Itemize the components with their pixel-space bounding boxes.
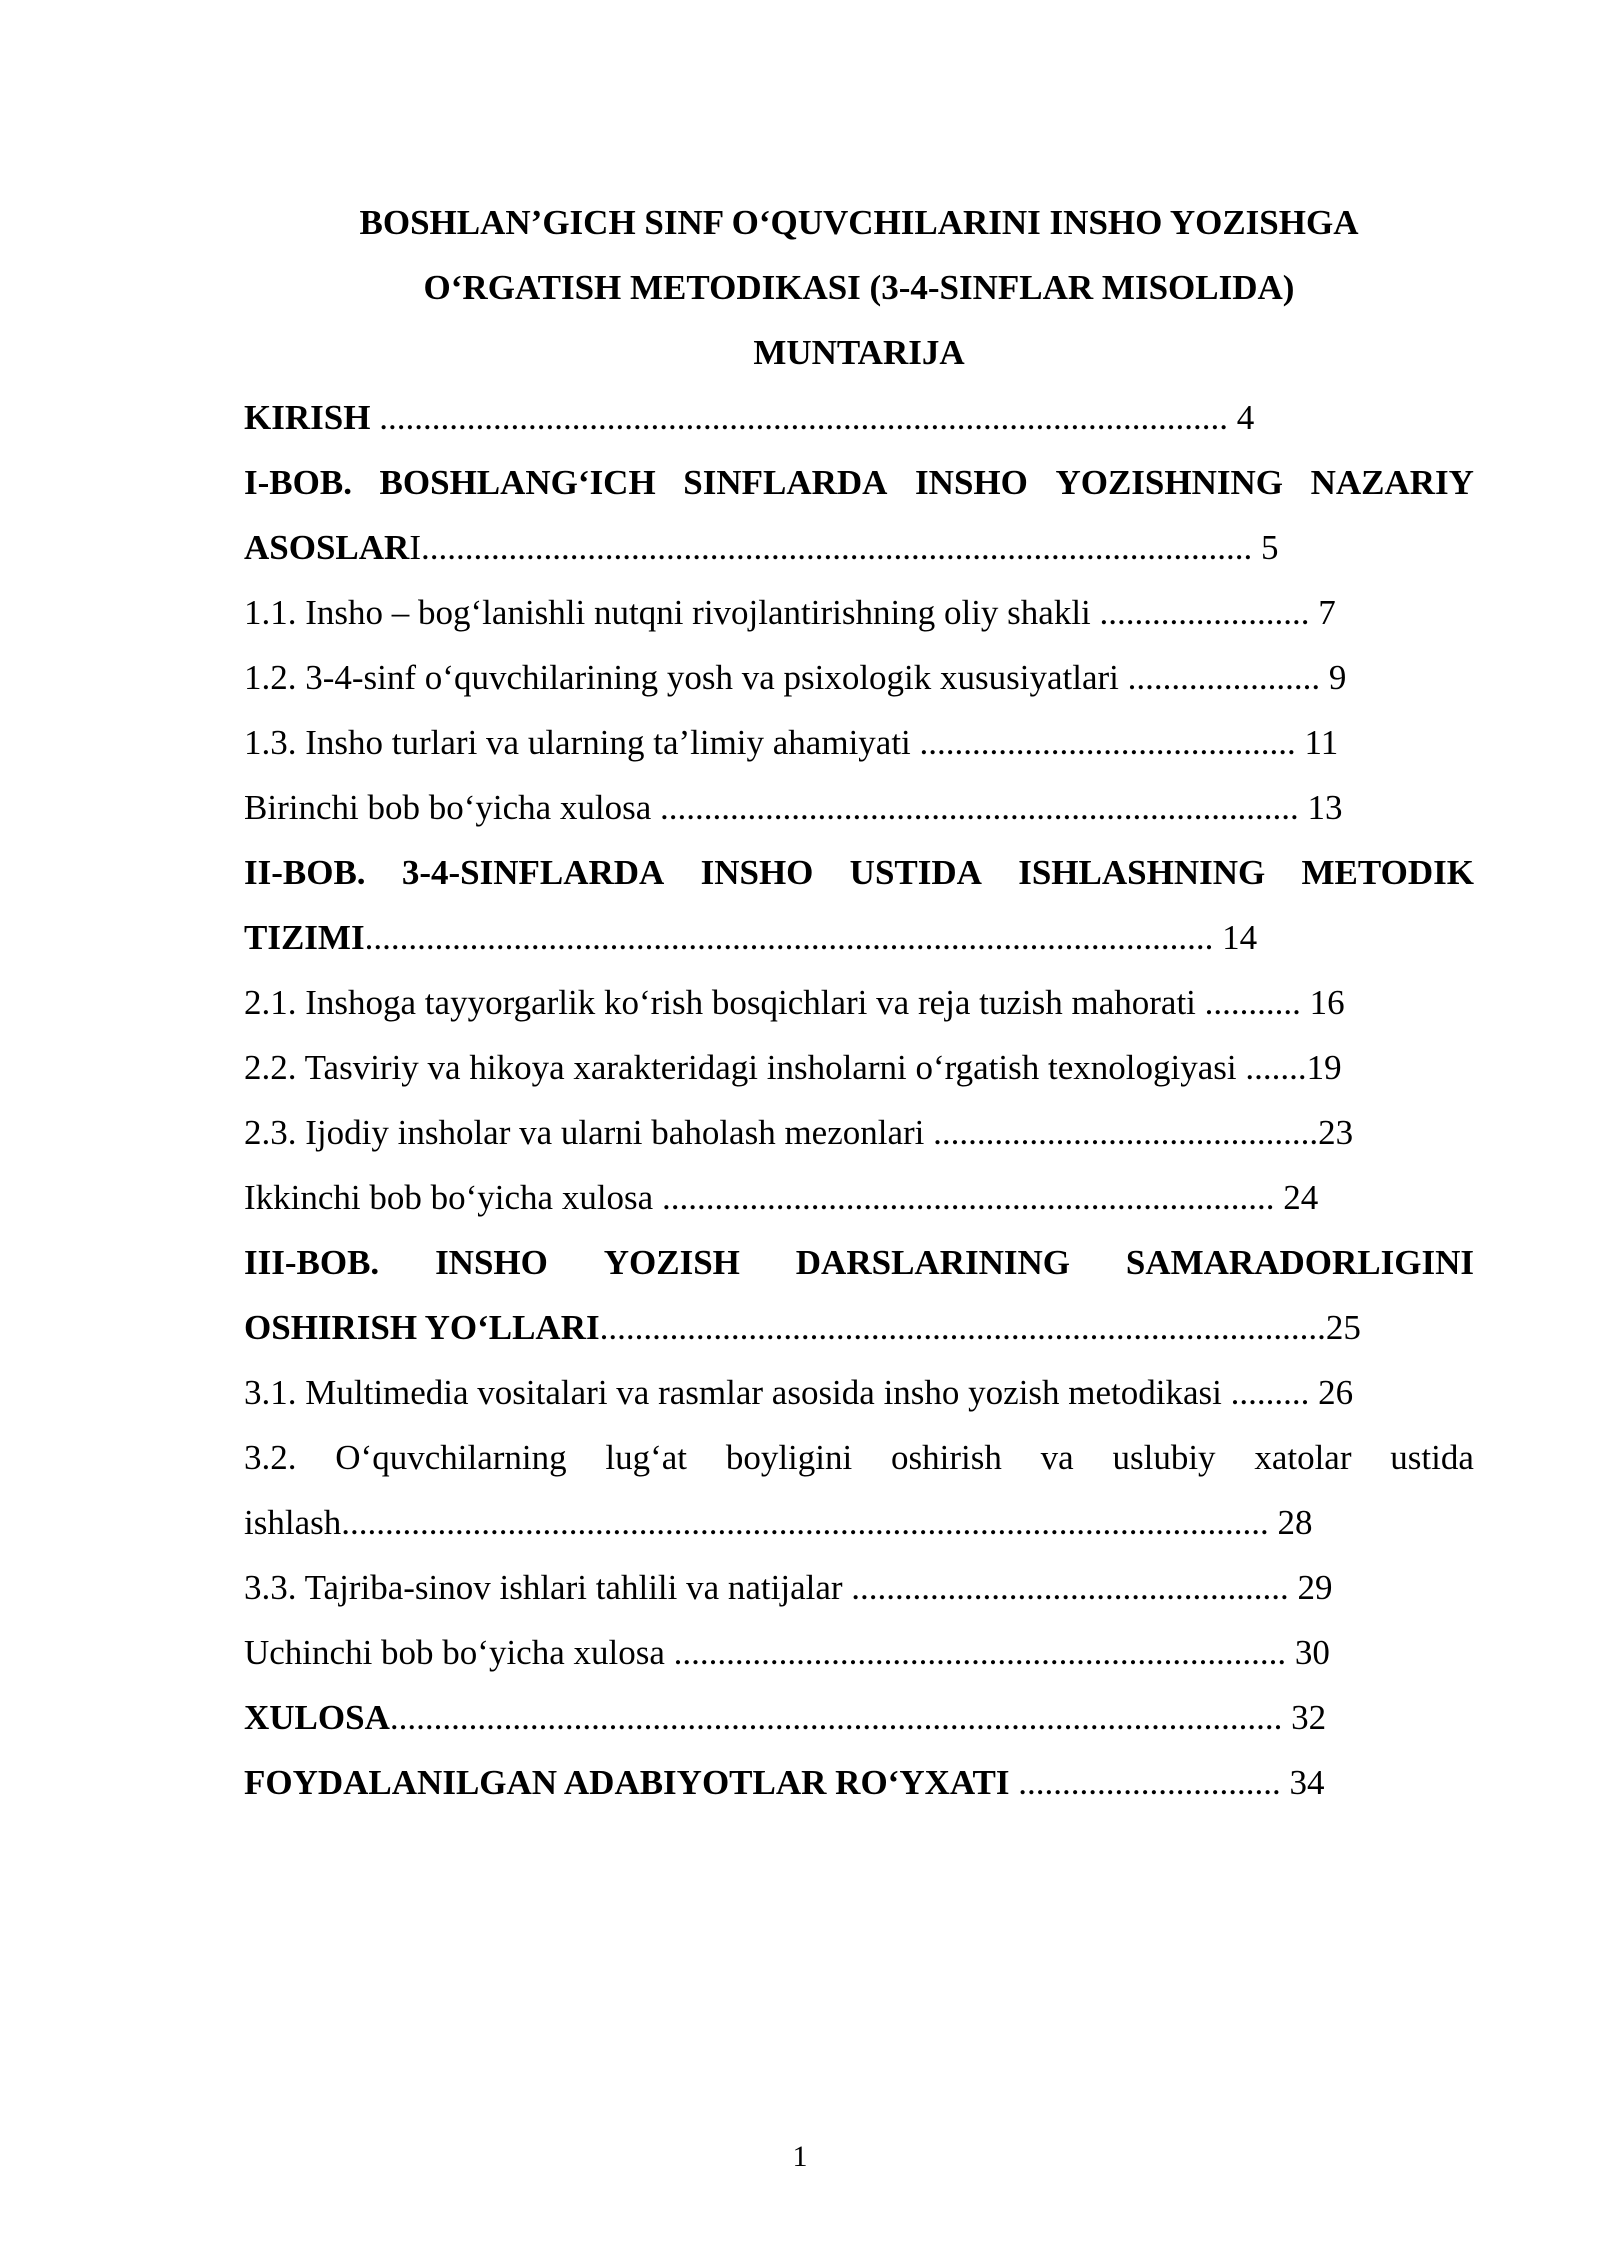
toc-section-3-2-word: ustida	[1390, 1438, 1474, 1477]
toc-chapter-1-leader: I............................................................................................... 5	[409, 528, 1279, 567]
toc-chapter-3-line-1	[244, 1230, 1474, 1295]
toc-section-1-2: 1.2. 3-4-sinf o‘quvchilarining yosh va psixologik xususiyatlari ...................... 9	[244, 658, 1347, 697]
toc-section-3-2-word: oshirish	[891, 1438, 1002, 1477]
toc-section-1-1: 1.1. Insho – bog‘lanishli nutqni rivojlantirishning oliy shakli ........................ 7	[244, 593, 1336, 632]
toc-entry-xulosa-label: XULOSA	[244, 1698, 390, 1737]
toc-section-3-2-word: lug‘at	[605, 1438, 688, 1477]
toc-chapter-1-word: SINFLARDA	[683, 463, 888, 502]
page-number: 1	[792, 2140, 808, 2173]
toc-chapter-2-conclusion: Ikkinchi bob bo‘yicha xulosa ...................................................................... 24	[244, 1178, 1319, 1217]
toc-entry-xulosa	[244, 1685, 1474, 1750]
toc-chapter-2-word: 3-4-SINFLARDA	[401, 853, 665, 892]
toc-chapter-2-word: USTIDA	[849, 853, 982, 892]
toc-section-3-3: 3.3. Tajriba-sinov ishlari tahlili va natijalar .................................................. 29	[244, 1568, 1333, 1607]
toc-chapter-3-word: INSHO	[435, 1243, 548, 1282]
toc-chapter-2-line-1	[244, 840, 1474, 905]
toc-chapter-3-word: SAMARADORLIGINI	[1125, 1243, 1474, 1282]
contents-heading: MUNTARIJA	[753, 333, 965, 372]
toc-chapter-2-word: ISHLASHNING	[1018, 853, 1266, 892]
toc-chapter-3-title-end: OSHIRISH YO‘LLARI	[244, 1308, 600, 1347]
document-title-line-2: O‘RGATISH METODIKASI (3-4-SINFLAR MISOLIDA)	[423, 268, 1295, 307]
toc-chapter-1-word: INSHO	[915, 463, 1028, 502]
toc-section-1-3: 1.3. Insho turlari va ularning ta’limiy ahamiyati ........................................... 11	[244, 723, 1339, 762]
toc-chapter-3-word: DARSLARINING	[795, 1243, 1070, 1282]
toc-section-3-2-line-2: ishlash.......................................................................................................... 28	[244, 1503, 1313, 1542]
toc-chapter-1-line-2	[244, 515, 1474, 580]
toc-entry-xulosa-leader: ...................................................................................................... 32	[389, 1698, 1327, 1737]
document-page	[244, 190, 1474, 1815]
toc-chapter-1-word: BOSHLANG‘ICH	[379, 463, 656, 502]
toc-section-2-1: 2.1. Inshoga tayyorgarlik ko‘rish bosqichlari va reja tuzish mahorati ........... 16	[244, 983, 1345, 1022]
toc-section-3-1: 3.1. Multimedia vositalari va rasmlar asosida insho yozish metodikasi ......... 26	[244, 1373, 1354, 1412]
toc-chapter-3-word: YOZISH	[603, 1243, 740, 1282]
toc-section-2-3: 2.3. Ijodiy insholar va ularni baholash mezonlari ............................................23	[244, 1113, 1354, 1152]
toc-entry-kirish-leader: ................................................................................................. 4	[370, 398, 1255, 437]
document-title-line-1: BOSHLAN’GICH SINF O‘QUVCHILARINI INSHO YOZISHGA	[359, 203, 1359, 242]
toc-entry-references-leader: .............................. 34	[1009, 1763, 1325, 1802]
toc-chapter-2-leader: ................................................................................................. 14	[364, 918, 1258, 957]
toc-chapter-1-line-1	[244, 450, 1474, 515]
toc-chapter-2-line-2	[244, 905, 1474, 970]
toc-section-3-2-word: 3.2.	[244, 1438, 297, 1477]
toc-section-3-2-word: O‘quvchilarning	[335, 1438, 567, 1477]
toc-entry-kirish	[244, 385, 1474, 450]
toc-chapter-3-conclusion: Uchinchi bob bo‘yicha xulosa ...................................................................... 30	[244, 1633, 1330, 1672]
toc-chapter-1-word: NAZARIY	[1310, 463, 1474, 502]
toc-section-3-2-word: va	[1040, 1438, 1074, 1477]
toc-chapter-1-word: YOZISHNING	[1055, 463, 1283, 502]
toc-entry-kirish-label: KIRISH	[244, 398, 371, 437]
toc-chapter-2-word: II-BOB.	[244, 853, 366, 892]
toc-section-3-2-word: uslubiy	[1112, 1438, 1216, 1477]
toc-section-3-2-word: boyligini	[725, 1438, 853, 1477]
toc-entry-references-label: FOYDALANILGAN ADABIYOTLAR RO‘YXATI	[244, 1763, 1010, 1802]
toc-chapter-3-leader: ...................................................................................25	[599, 1308, 1361, 1347]
toc-section-3-2-line-1	[244, 1425, 1474, 1490]
toc-section-2-2: 2.2. Tasviriy va hikoya xarakteridagi insholarni o‘rgatish texnologiyasi .......19	[244, 1048, 1342, 1087]
toc-chapter-1-conclusion: Birinchi bob bo‘yicha xulosa ......................................................................... 13	[244, 788, 1343, 827]
toc-chapter-1-title-end: ASOSLAR	[244, 528, 410, 567]
toc-entry-references	[244, 1750, 1474, 1815]
toc-chapter-2-title-end: TIZIMI	[244, 918, 365, 957]
toc-chapter-2-word: METODIK	[1301, 853, 1474, 892]
toc-section-3-2-word: xatolar	[1254, 1438, 1352, 1477]
toc-chapter-3-word: III-BOB.	[244, 1243, 380, 1282]
toc-chapter-3-line-2	[244, 1295, 1474, 1360]
toc-chapter-2-word: INSHO	[700, 853, 814, 892]
toc-chapter-1-word: I-BOB.	[244, 463, 352, 502]
